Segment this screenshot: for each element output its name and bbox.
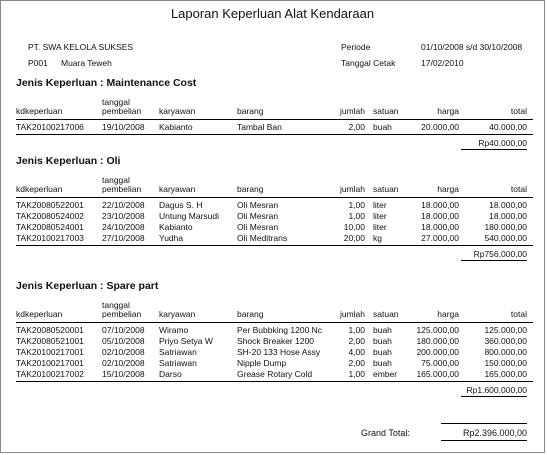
- table-row: [1, 122, 546, 133]
- cell-satuan: buah: [373, 358, 392, 368]
- col-harga: harga: [437, 309, 459, 319]
- cell-satuan: ember: [373, 369, 398, 379]
- subtotal-underline: [461, 149, 527, 150]
- cell-satuan: liter: [373, 200, 387, 210]
- cell-barang: Oli Mesran: [237, 211, 279, 221]
- col-jumlah: jumlah: [339, 309, 365, 319]
- cell-total: 150.000,00: [484, 358, 527, 368]
- cell-satuan: liter: [373, 211, 387, 221]
- cell-harga: 18.000,00: [421, 222, 459, 232]
- cell-harga: 200.000,00: [416, 347, 459, 357]
- cell-barang: SH-20 133 Hose Assy: [237, 347, 321, 357]
- cell-karyawan: Satriawan: [159, 347, 197, 357]
- period-value: 01/10/2008 s/d 30/10/2008: [421, 42, 523, 52]
- col-barang: barang: [237, 184, 264, 194]
- cell-jumlah: 2,00: [348, 336, 365, 346]
- cell-karyawan: Kabianto: [159, 122, 193, 132]
- grand-total-top-rule: [441, 423, 527, 424]
- table-row: [1, 369, 546, 380]
- table-row: [1, 211, 546, 222]
- cell-jumlah: 2,00: [348, 122, 365, 132]
- col-karyawan: karyawan: [159, 309, 196, 319]
- cell-karyawan: Wiramo: [159, 325, 189, 335]
- cell-karyawan: Kabianto: [159, 222, 193, 232]
- cell-jumlah: 4,00: [348, 347, 365, 357]
- cell-tanggal: 02/10/2008: [102, 347, 145, 357]
- col-jumlah: jumlah: [339, 106, 365, 116]
- cell-harga: 125.000,00: [416, 325, 459, 335]
- cell-total: 180.000,00: [484, 222, 527, 232]
- subtotal-underline: [461, 396, 527, 397]
- section-title: Jenis Keperluan : Maintenance Cost: [16, 77, 197, 89]
- col-kdkeperluan: kdkeperluan: [16, 106, 63, 116]
- col-kdkeperluan: kdkeperluan: [16, 309, 63, 319]
- col-tanggal: tanggal pembelian: [102, 175, 142, 194]
- table-row: [1, 358, 546, 369]
- cell-karyawan: Untung Marsudi: [159, 211, 220, 221]
- section-header-rule: [16, 197, 533, 198]
- report-title: Laporan Keperluan Alat Kendaraan: [170, 6, 375, 21]
- col-total: total: [510, 184, 527, 194]
- cell-total: 125.000,00: [484, 325, 527, 335]
- col-barang: barang: [237, 309, 264, 319]
- cell-total: 800.000,00: [484, 347, 527, 357]
- cell-total: 360.000,00: [484, 336, 527, 346]
- cell-jumlah: 1,00: [348, 200, 365, 210]
- table-row: [1, 325, 546, 336]
- cell-harga: 18.000,00: [421, 200, 459, 210]
- cell-total: 18.000,00: [489, 211, 527, 221]
- col-total: total: [510, 106, 527, 116]
- table-row: [1, 222, 546, 233]
- table-row: [1, 233, 546, 244]
- cell-kdkeperluan: TAK20100217003: [16, 233, 84, 243]
- cell-tanggal: 15/10/2008: [102, 369, 145, 379]
- cell-karyawan: Priyo Setya W: [159, 336, 213, 346]
- col-jumlah: jumlah: [339, 184, 365, 194]
- cell-harga: 20.000,00: [421, 122, 459, 132]
- cell-total: 540.000,00: [484, 233, 527, 243]
- col-tanggal: tanggal pembelian: [102, 97, 142, 116]
- period-label: Periode: [341, 42, 371, 52]
- print-date-value: 17/02/2010: [421, 58, 464, 68]
- cell-tanggal: 02/10/2008: [102, 358, 145, 368]
- cell-jumlah: 1,00: [348, 369, 365, 379]
- cell-tanggal: 22/10/2008: [102, 200, 145, 210]
- grand-total-bottom-rule: [441, 440, 527, 441]
- section-header-rule: [16, 322, 533, 323]
- cell-barang: Per Bubbking 1200 Nc: [237, 325, 323, 335]
- cell-harga: 165.000,00: [416, 369, 459, 379]
- section-title: Jenis Keperluan : Spare part: [16, 280, 159, 292]
- cell-barang: Oli Mesran: [237, 200, 279, 210]
- cell-satuan: liter: [373, 222, 387, 232]
- section-subtotal: Rp756.000,00: [473, 249, 527, 259]
- cell-kdkeperluan: TAK20080524001: [16, 222, 84, 232]
- table-row: [1, 336, 546, 347]
- cell-satuan: buah: [373, 122, 392, 132]
- col-total: total: [510, 309, 527, 319]
- cell-satuan: buah: [373, 336, 392, 346]
- col-tanggal: tanggal pembelian: [102, 300, 142, 319]
- section-title: Jenis Keperluan : Oli: [16, 155, 121, 167]
- col-harga: harga: [437, 184, 459, 194]
- section-rows-rule: [16, 381, 533, 382]
- cell-kdkeperluan: TAK20080524002: [16, 211, 84, 221]
- cell-kdkeperluan: TAK20100217001: [16, 358, 84, 368]
- cell-total: 165.000,00: [484, 369, 527, 379]
- cell-jumlah: 10,00: [343, 222, 365, 232]
- cell-barang: Oli Mesran: [237, 222, 279, 232]
- cell-total: 18.000,00: [489, 200, 527, 210]
- subtotal-underline: [461, 260, 527, 261]
- cell-karyawan: Yudha: [159, 233, 184, 243]
- section-header-rule: [16, 119, 533, 120]
- company-location: Muara Teweh: [61, 58, 112, 68]
- cell-jumlah: 2,00: [348, 358, 365, 368]
- col-barang: barang: [237, 106, 264, 116]
- cell-kdkeperluan: TAK20100217001: [16, 347, 84, 357]
- cell-tanggal: 05/10/2008: [102, 336, 145, 346]
- section-rows-rule: [16, 134, 533, 135]
- col-satuan: satuan: [373, 309, 399, 319]
- cell-jumlah: 20,00: [343, 233, 365, 243]
- cell-harga: 27.000,00: [421, 233, 459, 243]
- section-subtotal: Rp1.600.000,00: [466, 385, 527, 395]
- cell-karyawan: Darso: [159, 369, 182, 379]
- company-name: PT. SWA KELOLA SUKSES: [28, 42, 134, 52]
- cell-barang: Nipple Dump: [237, 358, 287, 368]
- cell-karyawan: Dagus S. H: [159, 200, 203, 210]
- cell-kdkeperluan: TAK20100217002: [16, 369, 84, 379]
- cell-barang: Tambal Ban: [237, 122, 282, 132]
- cell-harga: 180.000,00: [416, 336, 459, 346]
- grand-total-label: Grand Total:: [361, 428, 410, 438]
- cell-jumlah: 1,00: [348, 325, 365, 335]
- col-satuan: satuan: [373, 106, 399, 116]
- cell-jumlah: 1,00: [348, 211, 365, 221]
- cell-kdkeperluan: TAK20080521001: [16, 336, 84, 346]
- cell-tanggal: 23/10/2008: [102, 211, 145, 221]
- section-rows-rule: [16, 245, 533, 246]
- table-row: [1, 200, 546, 211]
- cell-barang: Shock Breaker 1200: [237, 336, 315, 346]
- table-row: [1, 347, 546, 358]
- cell-tanggal: 27/10/2008: [102, 233, 145, 243]
- cell-satuan: buah: [373, 325, 392, 335]
- cell-barang: Grease Rotary Cold: [237, 369, 313, 379]
- cell-tanggal: 07/10/2008: [102, 325, 145, 335]
- col-harga: harga: [437, 106, 459, 116]
- col-satuan: satuan: [373, 184, 399, 194]
- cell-harga: 75.000,00: [421, 358, 459, 368]
- company-code: P001: [28, 58, 48, 68]
- col-kdkeperluan: kdkeperluan: [16, 184, 63, 194]
- cell-satuan: kg: [373, 233, 382, 243]
- cell-barang: Oli Meditrans: [237, 233, 288, 243]
- grand-total-value: Rp2.396.000,00: [462, 428, 527, 438]
- cell-tanggal: 24/10/2008: [102, 222, 145, 232]
- cell-satuan: buah: [373, 347, 392, 357]
- cell-kdkeperluan: TAK20080520001: [16, 325, 84, 335]
- col-karyawan: karyawan: [159, 106, 196, 116]
- cell-total: 40.000,00: [489, 122, 527, 132]
- cell-karyawan: Satriawan: [159, 358, 197, 368]
- cell-harga: 18.000,00: [421, 211, 459, 221]
- section-subtotal: Rp40.000,00: [478, 138, 527, 148]
- print-date-label: Tanggal Cetak: [341, 58, 396, 68]
- cell-tanggal: 19/10/2008: [102, 122, 145, 132]
- col-karyawan: karyawan: [159, 184, 196, 194]
- cell-kdkeperluan: TAK20100217006: [16, 122, 84, 132]
- cell-kdkeperluan: TAK20080522001: [16, 200, 84, 210]
